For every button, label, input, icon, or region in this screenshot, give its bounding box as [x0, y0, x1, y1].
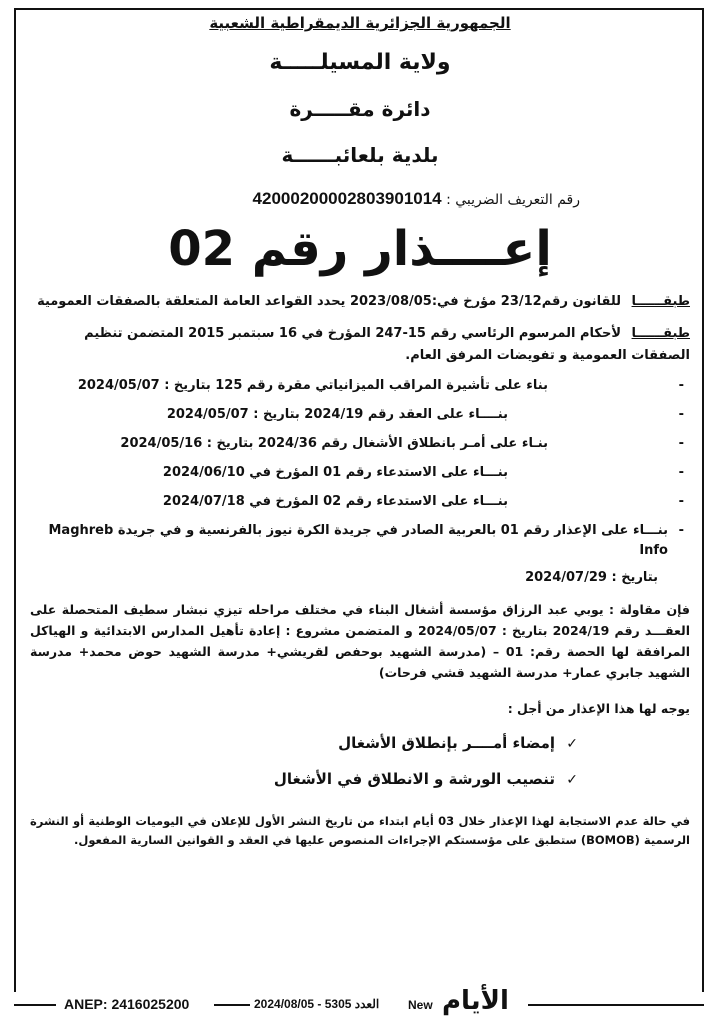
tax-id-value: 420002000028039010‎14 [252, 189, 442, 208]
publication-footer [14, 986, 704, 1020]
republic-heading: الجمهورية الجزائرية الديمقراطية الشعبية [209, 14, 511, 32]
commune-heading: بلدية بلعائبــــــة [281, 143, 439, 167]
preamble-1-lead: طبقــــــا [631, 294, 690, 309]
logo-name: الأيام [442, 986, 509, 1016]
requirement-text: تنصيب الورشة و الانطلاق في الأشغال [273, 770, 556, 788]
requirements-list [22, 734, 698, 788]
preamble-1 [22, 291, 698, 313]
consideration-item: - بناء على تأشيرة المراقب الميزانياتي مقرة رقم 125 بتاريخ : 2024/05/07 [30, 376, 668, 396]
checkmark-icon: ✓ [566, 736, 578, 752]
contractor-paragraph: فإن مقاولة : يوبي عبد الرزاق مؤسسة أشغال البناء في مختلف مراحله تيزي نبشار سطيف المتحصلة على العقـــد رقم 2024/19 بتاريخ : 2024/05/07 و المتضمن مشروع : إعادة تأهيل المدارس الابتدائية و الهياكل المرافقة لها الحصة رقم: 01 – (مدرسة الشهيد بوحفص لقريشي+ مدرسة الشهيد حوض محمد+ مدرسة الشهيد جابري عمار+ مدرسة الشهيد قشي فرحات) [30, 602, 691, 680]
requirements-intro: يوجه لها هذا الإعذار من أجل : [507, 701, 690, 716]
consideration-item: - بنـــاء على الإعذار رقم 01 بالعربية الصادر في جريدة الكرة نيوز بالفرنسية و في جريدة Maghreb Info [30, 521, 668, 561]
consideration-item: - بنـــاء على الاستدعاء رقم 02 المؤرخ في 2024/07/18 [30, 492, 668, 512]
checkmark-icon: ✓ [566, 772, 578, 788]
anep-reference: ANEP: 2416025200 [60, 996, 193, 1012]
footer-rule-right [528, 1004, 704, 1006]
footer-rule-mid [214, 1004, 250, 1006]
requirement-item [22, 734, 578, 752]
preamble-2 [22, 323, 698, 367]
footer-rule-left [14, 1004, 56, 1006]
tax-id-line [22, 189, 698, 209]
considerations-list [22, 376, 698, 561]
document-body [22, 10, 698, 850]
issue-info: 2024/08/05 - 5305 العدد [250, 997, 383, 1011]
newspaper-logo [404, 986, 524, 1020]
preamble-2-text: لأحكام المرسوم الرئاسي رقم 15-247 المؤرخ في 16 سبتمبر 2015 المتضمن تنظيم الصفقات العمومية و تفويضات المرفق العام. [84, 326, 690, 363]
consideration-date: بتاريخ : 2024/07/29 [525, 570, 658, 585]
final-notice: في حالة عدم الاستجابة لهذا الإعذار خلال 03 أيام ابتداء من تاريخ النشر الأول للإعلان في اليوميات الوطنية أو النشرة الرسمية (BOMOB) ستطبق على مؤسستكم الإجراءات المنصوص عليها في العقد و القوانين السارية المفعول. [30, 814, 690, 847]
wilaya-heading: ولاية المسيلـــــة [269, 50, 451, 75]
daira-heading: دائرة مقـــــرة [289, 97, 431, 121]
consideration-item: - بنــــاء على العقد رقم 2024/19 بتاريخ : 2024/05/07 [30, 405, 668, 425]
consideration-item: - بنـاء على أمـر بانطلاق الأشغال رقم 2024/36 بتاريخ : 2024/05/16 [30, 434, 668, 454]
requirement-item [22, 770, 578, 788]
requirement-text: إمضاء أمــــر بإنطلاق الأشغال [338, 734, 556, 752]
preamble-1-text: للقانون رقم23/12 مؤرخ في:2023/08/05 يحدد القواعد العامة المتعلقة بالصفقات العمومية [37, 294, 622, 309]
consideration-item: - بنـــاء على الاستدعاء رقم 01 المؤرخ في 2024/06/10 [30, 463, 668, 483]
tax-id-label: رقم التعريف الضريبي : [446, 192, 580, 208]
notice-title: إعــــذار رقم 02 [168, 221, 552, 277]
preamble-2-lead: طبقــــــا [631, 326, 690, 341]
logo-new: New [408, 998, 433, 1012]
